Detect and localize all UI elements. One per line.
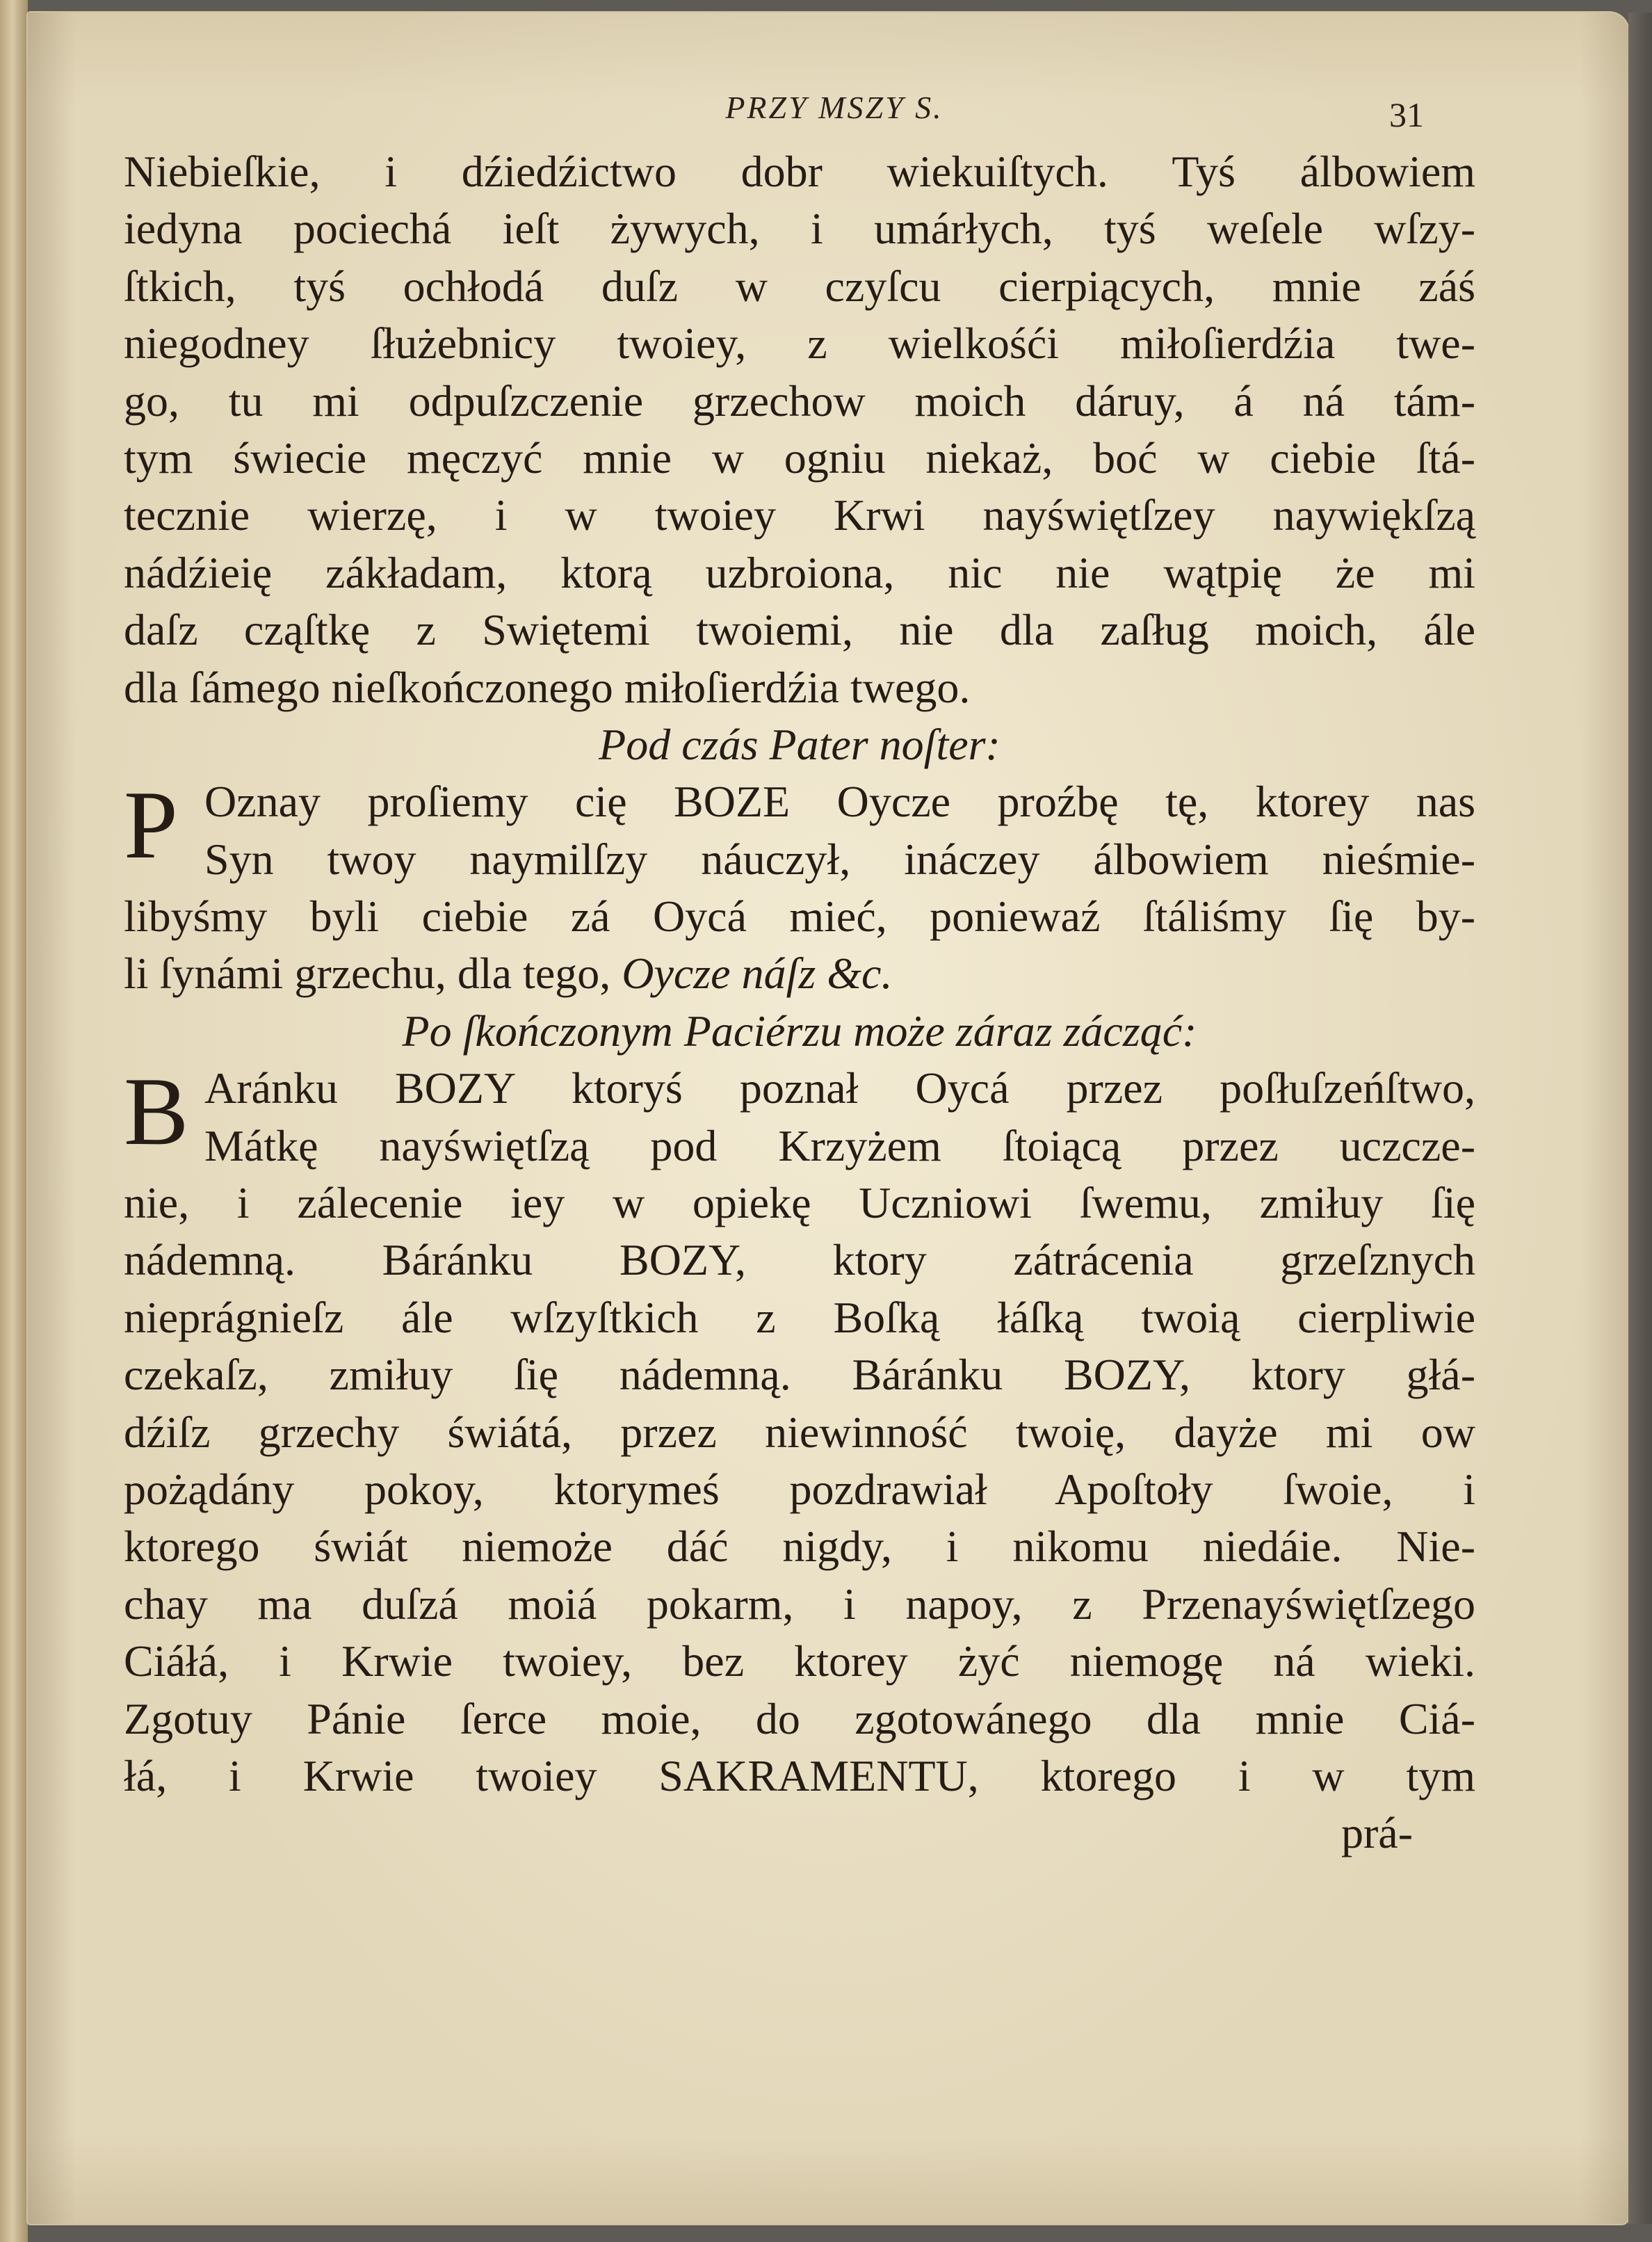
text-line: tecznie wierzę, i w twoiey Krwi nayświętſzey naywiękſzą [124,490,1475,540]
running-head: PRZY MSZY S. [725,90,944,125]
text-line: daſz cząſtkę z Swiętemi twoiemi, nie dla zaſług moich, ále [124,605,1475,655]
text-line: Mátkę nayświętſzą pod Krzyżem ſtoiącą przez uczcze- [204,1120,1475,1170]
text-line: ktorego świát niemoże dáć nigdy, i nikomu niedáie. Nie- [124,1522,1475,1572]
text-line: nieprágnieſz ále wſzyſtkich z Boſką łáſką twoią cierpliwie [124,1292,1475,1342]
text-line: nie, i zálecenie iey w opiekę Uczniowi ſwemu, zmiłuy ſię [124,1178,1475,1228]
italic-phrase: Oycze náſz &c. [622,949,893,999]
text-fragment: li ſynámi grzechu, dla tego, [124,949,622,999]
text-line: go, tu mi odpuſzczenie grzechow moich dáruy, á ná tám- [124,376,1475,426]
text-block [124,143,1475,1862]
text-line: niegodney ſłużebnicy twoiey, z wielkośći miłoſierdźia twe- [124,318,1475,369]
text-line: Ciáłá, i Krwie twoiey, bez ktorey żyć niemogę ná wieki. [124,1636,1475,1686]
text-line: ſtkich, tyś ochłodá duſz w czyſcu cierpiących, mnie záś [124,261,1475,311]
text-line: Syn twoy naymilſzy náuczył, ináczey álbowiem nieśmie- [204,834,1475,884]
facing-page-edge [0,0,28,2242]
text-line: Niebieſkie, i dźiedźictwo dobr wiekuiſtych. Tyś álbowiem [124,147,1475,196]
text-line: pożądány pokoy, ktorymeś pozdrawiał Apoſtoły ſwoie, i [124,1464,1475,1514]
text-line: dźiſz grzechy świátá, przez niewinność twoię, dayże mi ow [124,1407,1475,1457]
catchword: prá- [1341,1808,1413,1858]
text-line: łá, i Krwie twoiey SAKRAMENTU, ktorego i w tym [124,1750,1475,1800]
page-header [0,89,1652,152]
text-line: chay ma duſzá moiá pokarm, i napoy, z Przenayświętſzego [124,1579,1475,1629]
text-line: Zgotuy Pánie ſerce moie, do zgotowánego dla mnie Ciá- [124,1693,1475,1743]
section-heading: Pod czás Pater noſter: [599,719,1001,769]
drop-cap: P [124,771,178,880]
page-number: 31 [1389,95,1424,134]
text-line: tym świecie męczyć mnie w ogniu niekaż, boć w ciebie ſtá- [124,433,1475,483]
text-line: Aránku BOZY ktoryś poznał Oycá przez poſłuſzeńſtwo, [204,1063,1475,1113]
text-line: nádźieię zákładam, ktorą uzbroiona, nic nie wątpię że mi [124,547,1475,597]
page-edge-shadow [1628,13,1652,2224]
section-heading: Po ſkończonym Paciérzu może záraz zácząć: [402,1006,1197,1056]
text-line: Oznay proſiemy cię BOZE Oycze proźbę tę, ktorey nas [204,777,1475,827]
text-line: nádemną. Báránku BOZY, ktory zátrácenia grzeſznych [124,1235,1475,1285]
text-line: iedyna pociechá ieſt żywych, i umárłych, tyś weſele wſzy- [124,204,1475,254]
drop-cap: B [124,1058,189,1166]
text-line: czekaſz, zmiłuy ſię nádemną. Báránku BOZY, ktory głá- [124,1350,1475,1400]
text-line: dla ſámego nieſkończonego miłoſierdźia twego. [124,662,971,712]
text-line: libyśmy byli ciebie zá Oycá mieć, poniewaź ſtáliśmy ſię by- [124,892,1475,942]
text-line [124,945,1475,1002]
